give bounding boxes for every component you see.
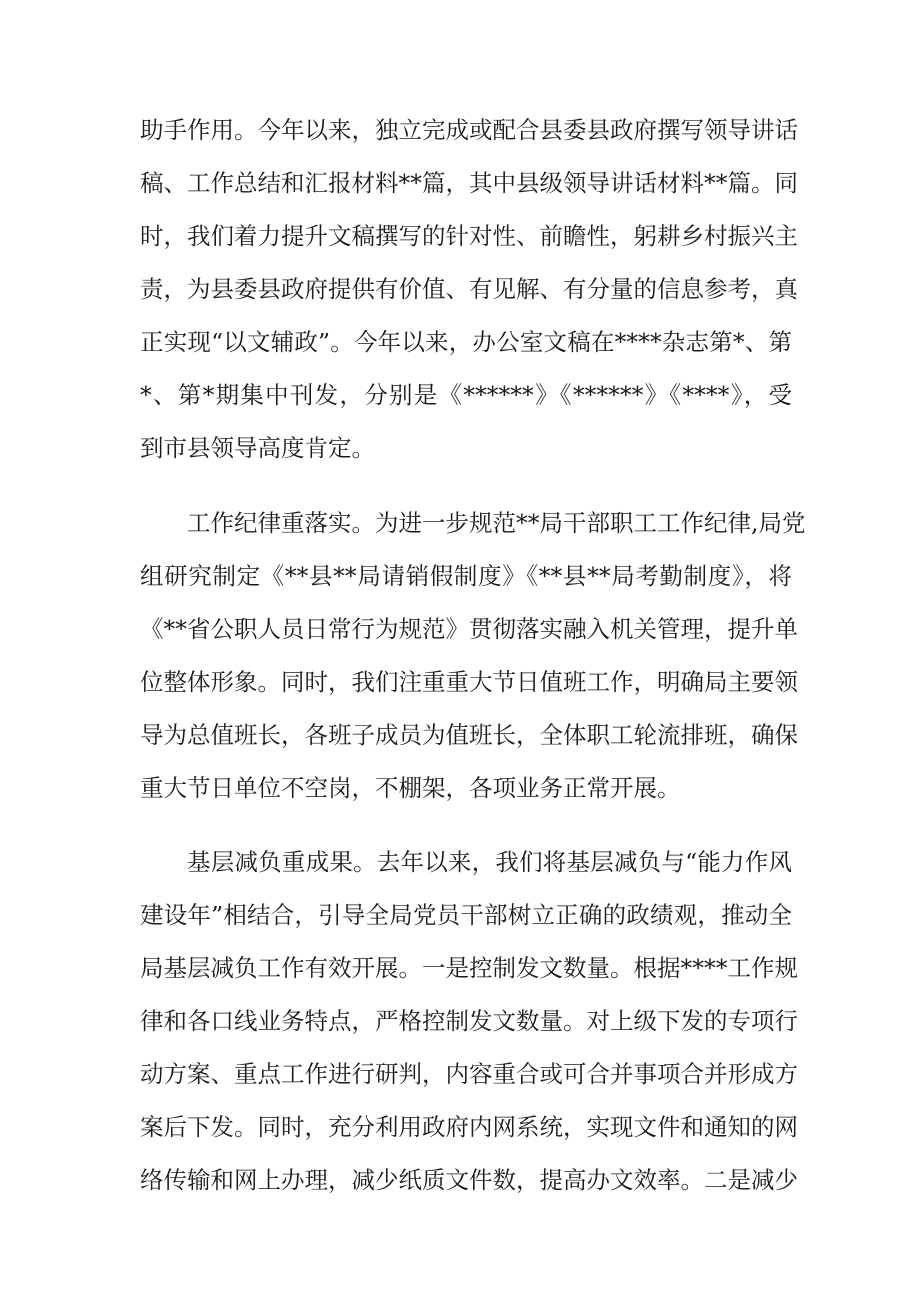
paragraph-work-discipline [140,497,806,815]
text-line: *、第*期集中刊发，分别是《******》《******》《****》，受 [140,381,792,409]
text-line: 络传输和网上办理，减少纸质文件数，提高办文效率。二是减少 [140,1166,798,1194]
text-line: 责，为县委县政府提供有价值、有见解、有分量的信息参考，真 [140,275,798,303]
text-line: 重大节日单位不空岗，不棚架，各项业务正常开展。 [140,774,681,802]
text-line: 动方案、重点工作进行研判，内容重合或可合并事项合并形成方 [140,1060,798,1088]
text-line: 建设年”相结合，引导全局党员干部树立正确的政绩观，推动全 [140,901,792,929]
text-line: 到市县领导高度肯定。 [140,434,375,462]
text-line: 局基层减负工作有效开展。一是控制发文数量。根据****工作规 [140,954,798,982]
text-line: 组研究制定《**县**局请销假制度》《**县**局考勤制度》，将 [140,562,792,590]
text-line: 时，我们着力提升文稿撰写的针对性、前瞻性，躬耕乡村振兴主 [140,222,798,250]
text-line: 基层减负重成果。去年以来，我们将基层减负与“能力作风 [187,848,792,876]
paragraph-writing-support [140,104,798,475]
text-line: 位整体形象。同时，我们注重重大节日值班工作，明确局主要领 [140,668,798,696]
text-line: 助手作用。今年以来，独立完成或配合县委县政府撰写领导讲话 [140,116,798,144]
text-line: 案后下发。同时，充分利用政府内网系统，实现文件和通知的网 [140,1113,798,1141]
paragraph-burden-reduction [140,836,798,1207]
text-line: 导为总值班长，各班子成员为值班长，全体职工轮流排班，确保 [140,721,798,749]
text-line: 律和各口线业务特点，严格控制发文数量。对上级下发的专项行 [140,1007,798,1035]
text-line: 稿、工作总结和汇报材料**篇，其中县级领导讲话材料**篇。同 [140,169,798,197]
text-line: 工作纪律重落实。为进一步规范**局干部职工工作纪律,局党 [187,509,806,537]
text-line: 《**省公职人员日常行为规范》贯彻落实融入机关管理，提升单 [140,615,798,643]
text-line: 正实现“以文辅政”。今年以来，办公室文稿在****杂志第*、第 [140,328,792,356]
